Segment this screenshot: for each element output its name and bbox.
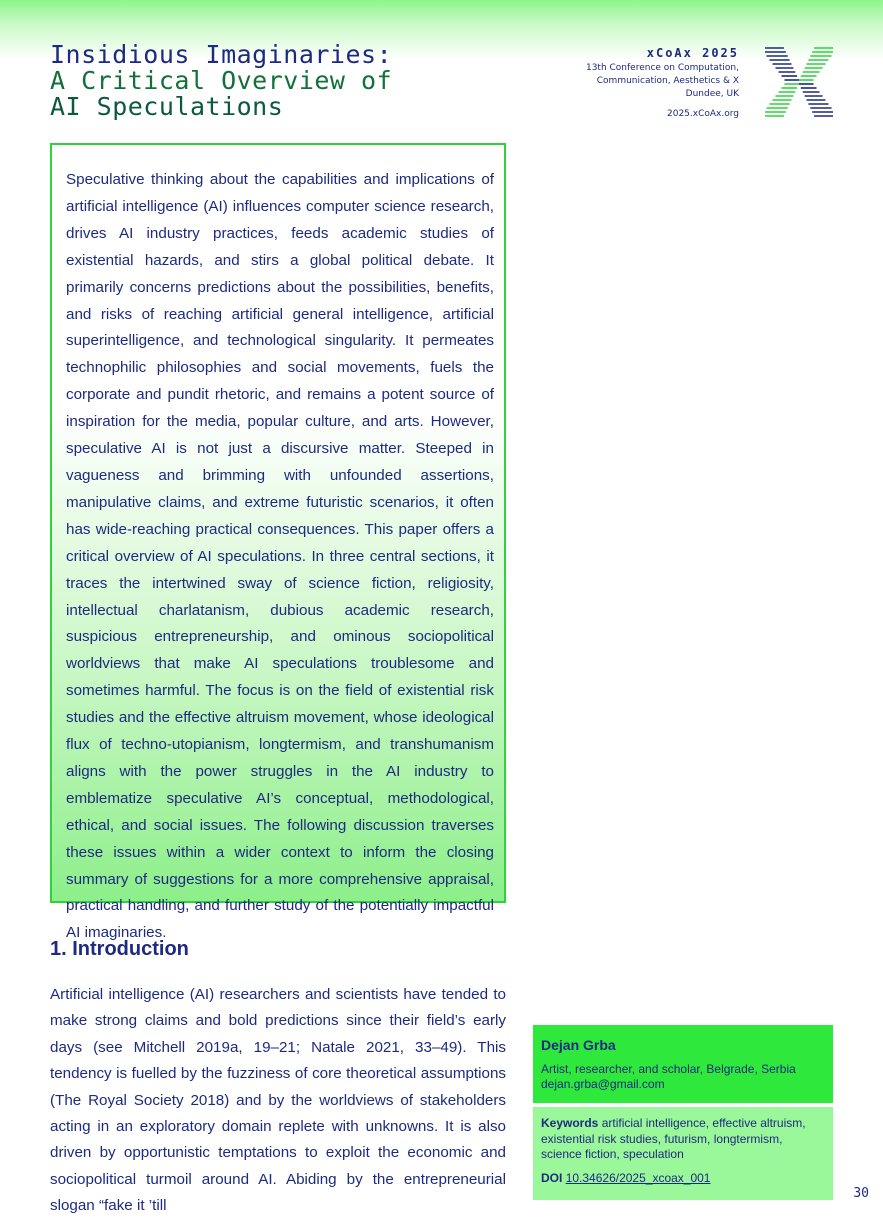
author-email[interactable]: dejan.grba@gmail.com	[541, 1077, 665, 1091]
doi	[541, 1171, 825, 1187]
conference-url[interactable]: 2025.xCoAx.org	[667, 109, 739, 119]
abstract-box	[50, 143, 506, 942]
abstract-text: Speculative thinking about the capabilities and implications of artificial intelligence (AI) influences computer science research, drives AI industry practices, feeds academic studies of existential hazards, and stirs a global political debate. It primarily concerns predictions about the possibilities, benefits, and risks of reaching artificial general intelligence, artificial superintelligence, and technological singularity. It permeates technophilic philosophies and social movements, fuels the corporate and pundit rhetoric, and remains a potent source of inspiration for the media, popular culture, and arts. However, speculative AI is not just a discursive matter. Steeped in vagueness and brimming with unfounded assertions, manipulative claims, and extreme futuristic scenarios, it often has wide-reaching practical consequences. This paper offers a critical overview of AI speculations. In three central sections, it traces the intertwined sway of science fiction, religiosity, intellectual charlatanism, dubious academic research, suspicious entrepreneurship, and ominous sociopolitical worldviews that make AI speculations troublesome and sometimes harmful. The focus is on the field of existential risk studies and the effective altruism movement, whose ideological flux of techno-utopianism, longtermism, and transhumanism aligns with the power struggles in the AI industry to emblematize speculative AI’s conceptual, methodological, ethical, and social issues. The following discussion traverses these issues within a wider context to inform the closing summary of suggestions for a more comprehensive appraisal, practical handling, and further study of the potentially impactful AI imaginaries.	[66, 171, 494, 942]
doi-link[interactable]: 10.34626/2025_xcoax_001	[565, 1170, 711, 1185]
title-line-2: A Critical Overview of	[50, 66, 393, 95]
keywords	[541, 1116, 825, 1163]
conference-line-2: Communication, Aesthetics & X	[596, 76, 739, 86]
conference-line-1: 13th Conference on Computation,	[585, 63, 739, 73]
conference-info	[586, 46, 739, 119]
page-number: 30	[853, 1186, 869, 1201]
paper-title	[50, 42, 392, 120]
title-line-1: Insidious Imaginaries:	[50, 40, 393, 69]
keywords-text: artificial intelligence, effective altruism, existential risk studies, futurism, longtermism, science fiction, speculation	[541, 1116, 806, 1161]
author-affiliation: Artist, researcher, and scholar, Belgrade, Serbia	[541, 1062, 796, 1076]
conference-name: xCoAx 2025	[646, 46, 739, 60]
section-heading-introduction: 1. Introduction	[50, 938, 189, 960]
doi-label: DOI	[541, 1170, 563, 1185]
keywords-label: Keywords	[541, 1116, 599, 1130]
introduction-text: Artificial intelligence (AI) researchers and scientists have tended to make strong claims and bold predictions since their field’s early days (see Mitchell 2019a, 19–21; Natale 2021, 33–49). This tendency is fuelled by the fuzziness of core theoretical assumptions (The Royal Society 2018) and by the worldviews of stakeholders acting in an exploratory domain replete with unknowns. It is also driven by opportunistic temptations to exploit the economic and sociopolitical turmoil around AI. Abiding by the entrepreneurial slogan “fake it ’till	[50, 986, 506, 1215]
xcoax-x-logo-icon	[765, 46, 833, 118]
author-name: Dejan Grba	[541, 1037, 616, 1053]
title-line-3: AI Speculations	[50, 92, 284, 121]
keywords-box	[533, 1107, 833, 1200]
conference-location: Dundee, UK	[685, 89, 739, 99]
author-box	[533, 1025, 833, 1103]
